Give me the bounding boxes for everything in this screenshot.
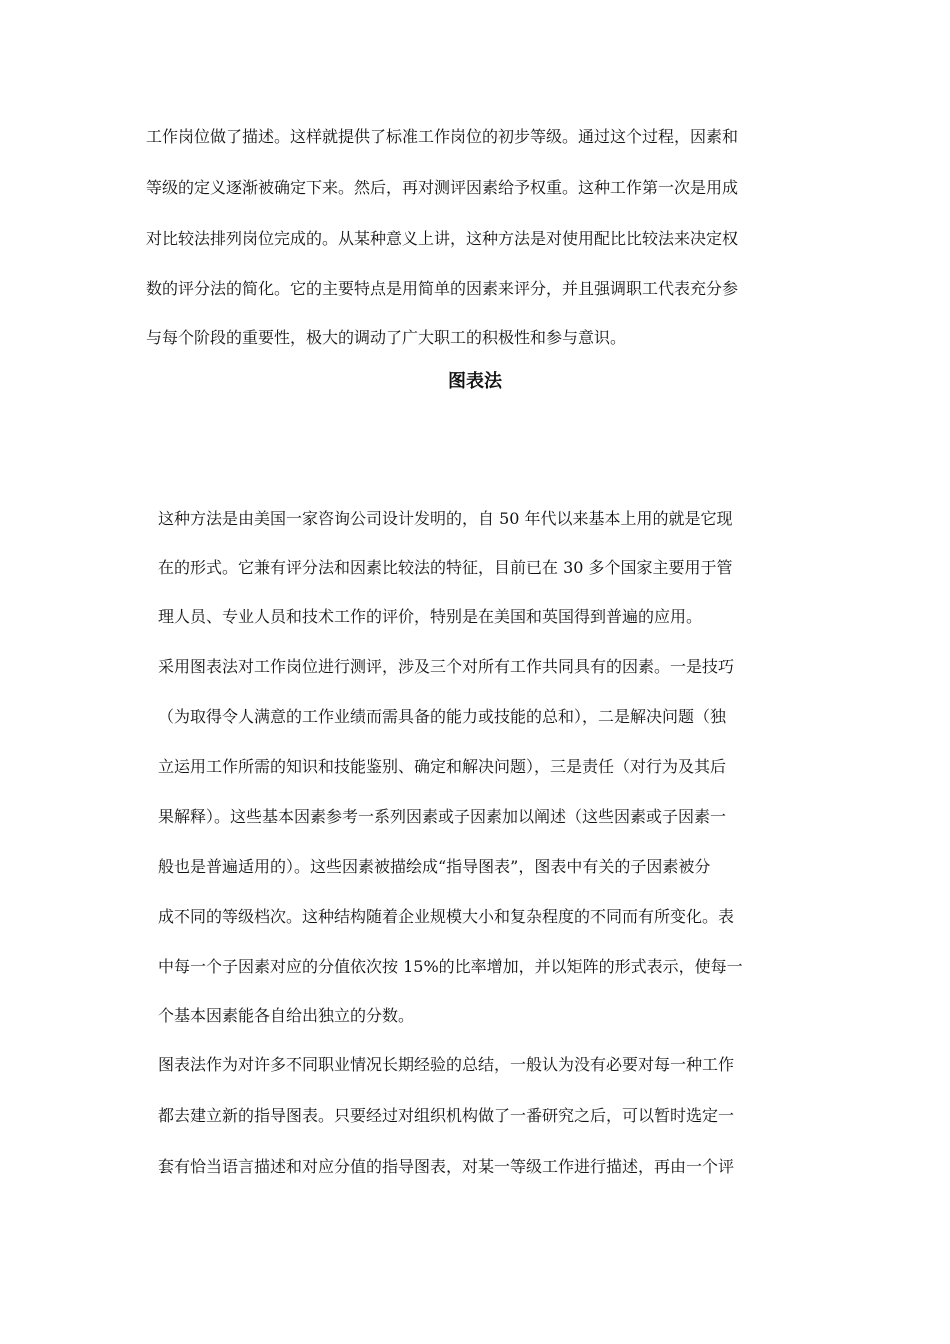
text-line: （为取得令人满意的工作业绩而需具备的能力或技能的总和），二是解决问题（独 bbox=[158, 707, 727, 726]
text-line: 工作岗位做了描述。这样就提供了标准工作岗位的初步等级。通过这个过程，因素和 bbox=[146, 127, 739, 146]
text-line: 等级的定义逐渐被确定下来。然后，再对测评因素给予权重。这种工作第一次是用成 bbox=[146, 178, 739, 197]
text-line: 对比较法排列岗位完成的。从某种意义上讲，这种方法是对使用配比比较法来决定权 bbox=[146, 229, 739, 248]
text-line: 中每一个子因素对应的分值依次按 15%的比率增加，并以矩阵的形式表示，使每一 bbox=[158, 957, 743, 976]
text-line: 都去建立新的指导图表。只要经过对组织机构做了一番研究之后，可以暂时选定一 bbox=[158, 1106, 735, 1125]
text-line: 个基本因素能各自给出独立的分数。 bbox=[158, 1006, 415, 1025]
text-line: 图表法作为对许多不同职业情况长期经验的总结，一般认为没有必要对每一种工作 bbox=[158, 1055, 735, 1074]
text-line: 数的评分法的简化。它的主要特点是用简单的因素来评分，并且强调职工代表充分参 bbox=[146, 279, 739, 298]
text-line: 套有恰当语言描述和对应分值的指导图表，对某一等级工作进行描述，再由一个评 bbox=[158, 1157, 735, 1176]
text-line: 与每个阶段的重要性，极大的调动了广大职工的积极性和参与意识。 bbox=[146, 328, 627, 347]
section-title: 图表法 bbox=[448, 371, 502, 392]
text-line: 在的形式。它兼有评分法和因素比较法的特征，目前已在 30 多个国家主要用于管 bbox=[158, 558, 733, 577]
text-line: 采用图表法对工作岗位进行测评，涉及三个对所有工作共同具有的因素。一是技巧 bbox=[158, 657, 735, 676]
text-line: 般也是普遍适用的）。这些因素被描绘成“指导图表”，图表中有关的子因素被分 bbox=[158, 857, 711, 876]
text-line: 果解释）。这些基本因素参考一系列因素或子因素加以阐述（这些因素或子因素一 bbox=[158, 807, 727, 826]
text-line: 成不同的等级档次。这种结构随着企业规模大小和复杂程度的不同而有所变化。表 bbox=[158, 907, 735, 926]
text-line: 这种方法是由美国一家咨询公司设计发明的，自 50 年代以来基本上用的就是它现 bbox=[158, 509, 733, 528]
text-line: 理人员、专业人员和技术工作的评价，特别是在美国和英国得到普遍的应用。 bbox=[158, 607, 703, 626]
text-line: 立运用工作所需的知识和技能鉴别、确定和解决问题），三是责任（对行为及其后 bbox=[158, 757, 727, 776]
